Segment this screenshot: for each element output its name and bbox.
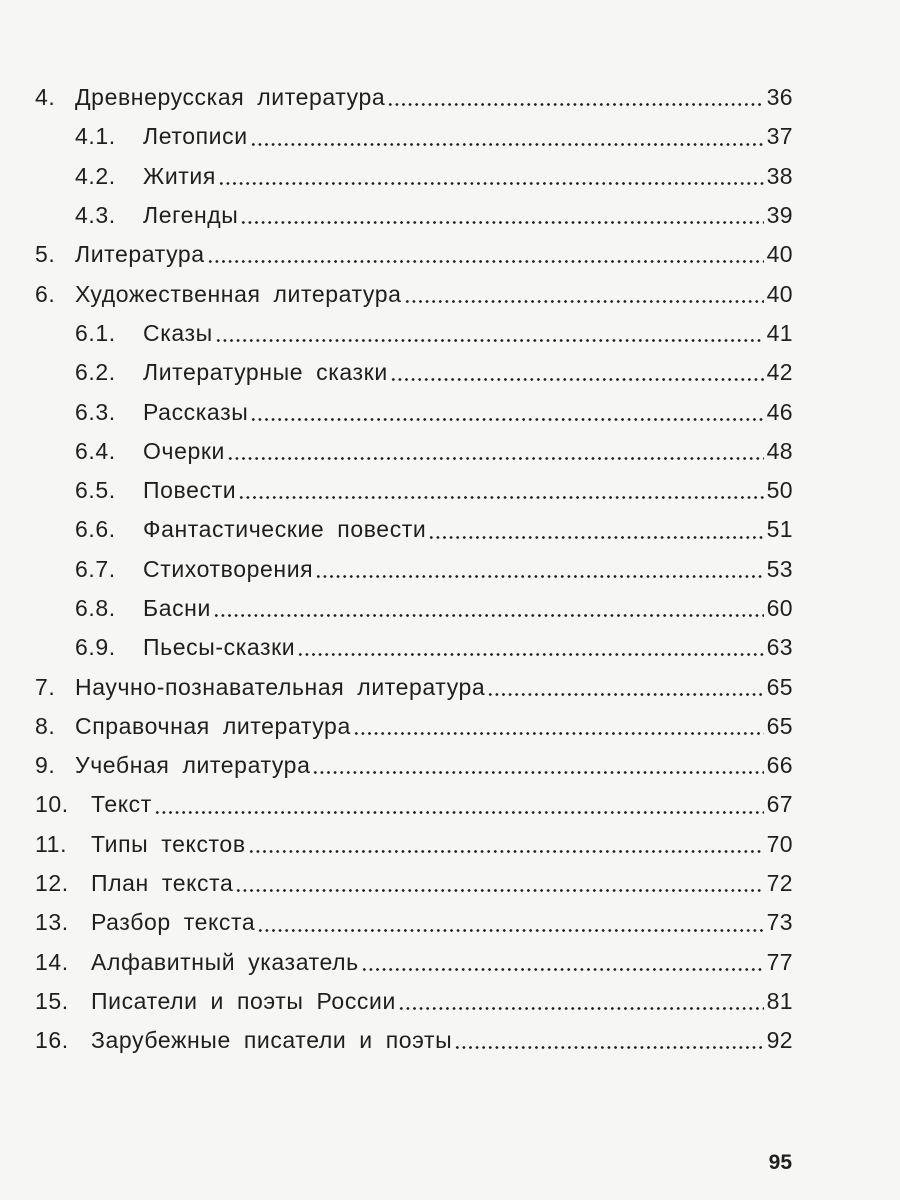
toc-entry-number: 6.8. <box>75 595 116 621</box>
toc-entry-title: План текста <box>91 870 234 897</box>
toc-entry-page: 67 <box>766 791 793 818</box>
toc-entry-title: Художественная литература <box>75 280 402 307</box>
toc-entry-title: Стихотворения <box>143 555 314 582</box>
toc-entry-page: 42 <box>766 359 793 386</box>
toc-entry <box>35 707 793 746</box>
toc-entry-number: 12. <box>35 870 69 897</box>
toc-entry <box>35 510 793 549</box>
toc-entry-title: Разбор текста <box>91 909 256 936</box>
page-number: 95 <box>768 1151 792 1174</box>
toc-entry-number: 10. <box>35 791 69 818</box>
dot-leader <box>454 1046 763 1049</box>
toc-entry-number: 16. <box>35 1027 69 1054</box>
toc-entry-page: 65 <box>766 673 793 700</box>
table-of-contents <box>35 78 793 1060</box>
toc-entry-page: 51 <box>766 516 793 543</box>
toc-entry-page: 81 <box>766 987 793 1014</box>
toc-entry-title: Сказы <box>143 319 213 346</box>
toc-entry-page: 73 <box>766 909 793 936</box>
toc-entry-number: 6.3. <box>75 398 116 425</box>
toc-entry-title: Фантастические повести <box>143 516 427 543</box>
dot-leader <box>235 889 763 892</box>
dot-leader <box>248 850 764 853</box>
dot-leader <box>240 221 763 224</box>
toc-entry-page: 66 <box>766 752 793 779</box>
toc-entry-title: Литературные сказки <box>143 359 388 386</box>
toc-entry-page: 63 <box>766 634 793 661</box>
toc-entry <box>35 78 793 117</box>
toc-entry-number: 7. <box>35 673 56 700</box>
toc-entry <box>35 628 793 667</box>
dot-leader <box>398 1007 764 1010</box>
toc-entry-page: 70 <box>766 830 793 857</box>
toc-entry-page: 72 <box>766 870 793 897</box>
toc-entry-title: Типы текстов <box>91 830 246 857</box>
toc-entry-title: Текст <box>91 791 152 818</box>
toc-entry-page: 41 <box>766 319 793 346</box>
toc-entry-title: Летописи <box>143 123 248 150</box>
toc-entry-title: Алфавитный указатель <box>91 948 359 975</box>
dot-leader <box>387 103 763 106</box>
dot-leader <box>404 300 764 303</box>
toc-entry-title: Литература <box>75 241 205 268</box>
toc-entry-number: 6.7. <box>75 555 116 582</box>
toc-entry <box>35 353 793 392</box>
toc-entry-title: Жития <box>143 162 216 189</box>
toc-entry-page: 60 <box>766 595 793 621</box>
toc-entry-title: Научно-познавательная литература <box>75 673 486 700</box>
toc-entry-title: Рассказы <box>143 398 249 425</box>
toc-entry-page: 39 <box>766 202 793 229</box>
toc-entry-page: 77 <box>766 948 793 975</box>
toc-entry-number: 13. <box>35 909 69 936</box>
dot-leader <box>487 693 763 696</box>
toc-entry-page: 38 <box>766 162 793 189</box>
toc-entry <box>35 943 793 982</box>
dot-leader <box>238 496 763 499</box>
dot-leader <box>250 418 763 421</box>
dot-leader <box>250 143 764 146</box>
toc-entry-number: 5. <box>35 241 56 268</box>
dot-leader <box>428 536 763 539</box>
dot-leader <box>361 968 764 971</box>
dot-leader <box>315 575 763 578</box>
toc-entry <box>35 550 793 589</box>
toc-entry <box>35 196 793 235</box>
toc-entry-page: 46 <box>766 398 793 425</box>
dot-leader <box>154 811 764 814</box>
toc-entry-page: 40 <box>766 280 793 307</box>
toc-entry <box>35 157 793 196</box>
toc-entry-number: 6.9. <box>75 634 116 661</box>
toc-entry-number: 9. <box>35 752 56 779</box>
dot-leader <box>312 771 763 774</box>
toc-entry-title: Писатели и поэты России <box>91 987 396 1014</box>
toc-entry-number: 14. <box>35 948 69 975</box>
toc-entry-page: 36 <box>766 84 793 111</box>
toc-entry-title: Древнерусская литература <box>75 84 386 111</box>
toc-entry-title: Пьесы-сказки <box>143 634 296 661</box>
toc-entry <box>35 392 793 431</box>
dot-leader <box>257 929 763 932</box>
toc-entry-number: 4.3. <box>75 202 116 229</box>
toc-entry-number: 4.2. <box>75 162 116 189</box>
toc-entry <box>35 785 793 824</box>
toc-entry-number: 6. <box>35 280 56 307</box>
dot-leader <box>218 182 764 185</box>
toc-entry <box>35 274 793 313</box>
toc-entry-number: 4.1. <box>75 123 116 150</box>
dot-leader <box>207 260 764 263</box>
toc-entry-page: 50 <box>766 477 793 504</box>
toc-entry-page: 92 <box>766 1027 793 1054</box>
toc-entry <box>35 982 793 1021</box>
dot-leader <box>227 457 764 460</box>
toc-entry <box>35 432 793 471</box>
toc-entry-title: Басни <box>143 595 211 621</box>
toc-entry <box>35 1021 793 1060</box>
toc-entry <box>35 314 793 353</box>
toc-entry-number: 6.6. <box>75 516 116 543</box>
toc-entry-title: Зарубежные писатели и поэты <box>91 1027 453 1054</box>
toc-entry-title: Повести <box>143 477 237 504</box>
toc-entry-number: 6.1. <box>75 319 116 346</box>
toc-entry <box>35 667 793 706</box>
toc-entry <box>35 746 793 785</box>
toc-entry-number: 6.2. <box>75 359 116 386</box>
dot-leader <box>353 732 764 735</box>
toc-entry-title: Легенды <box>143 202 239 229</box>
toc-entry-title: Очерки <box>143 437 225 464</box>
toc-entry-page: 48 <box>766 437 793 464</box>
toc-entry-page: 37 <box>766 123 793 150</box>
dot-leader <box>390 378 764 381</box>
toc-entry-number: 6.4. <box>75 437 116 464</box>
toc-entry-number: 6.5. <box>75 477 116 504</box>
toc-entry <box>35 471 793 510</box>
toc-entry-title: Учебная литература <box>75 752 311 779</box>
toc-entry-number: 15. <box>35 987 69 1014</box>
dot-leader <box>213 614 764 617</box>
toc-entry <box>35 117 793 156</box>
toc-entry-number: 11. <box>35 830 68 857</box>
toc-entry-number: 4. <box>35 84 56 111</box>
toc-entry-number: 8. <box>35 712 56 739</box>
toc-entry <box>35 864 793 903</box>
toc-entry <box>35 589 793 628</box>
toc-entry-title: Справочная литература <box>75 712 351 739</box>
dot-leader <box>215 339 764 342</box>
toc-entry-page: 65 <box>766 712 793 739</box>
toc-entry <box>35 825 793 864</box>
toc-entry <box>35 903 793 942</box>
dot-leader <box>297 653 763 656</box>
toc-entry-page: 53 <box>766 555 793 582</box>
toc-entry-page: 40 <box>766 241 793 268</box>
toc-entry <box>35 235 793 274</box>
